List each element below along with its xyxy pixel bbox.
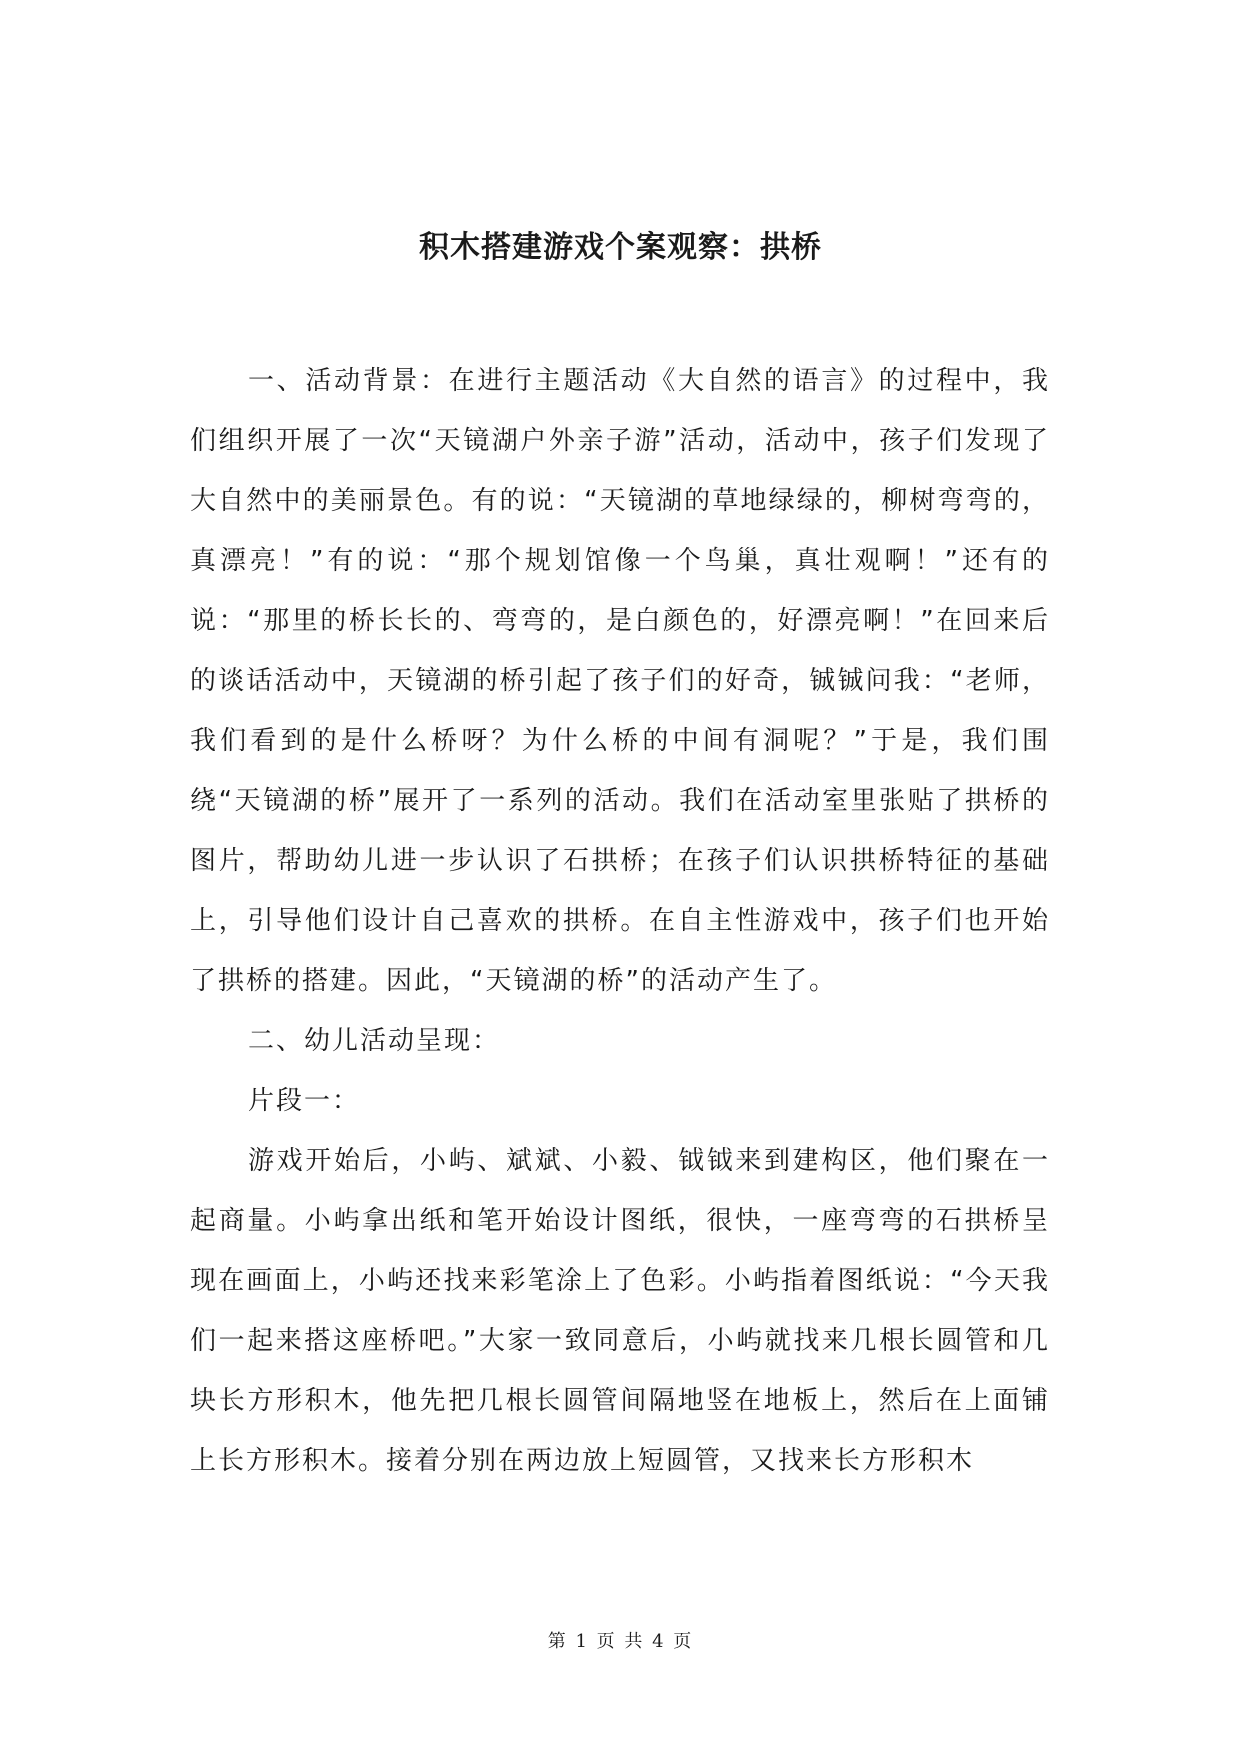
paragraph-background: 一、活动背景：在进行主题活动《大自然的语言》的过程中，我们组织开展了一次“天镜湖户外亲子游”活动，活动中，孩子们发现了大自然中的美丽景色。有的说：“天镜湖的草地绿绿的，柳树弯弯的，真漂亮！”有的说：“那个规划馆像一个鸟巢，真壮观啊！”还有的说：“那里的桥长长的、弯弯的，是白颜色的，好漂亮啊！”在回来后的谈话活动中，天镜湖的桥引起了孩子们的好奇，铖铖问我：“老师，我们看到的是什么桥呀？为什么桥的中间有洞呢？”于是，我们围绕“天镜湖的桥”展开了一系列的活动。我们在活动室里张贴了拱桥的图片，帮助幼儿进一步认识了石拱桥；在孩子们认识拱桥特征的基础上，引导他们设计自己喜欢的拱桥。在自主性游戏中，孩子们也开始了拱桥的搭建。因此，“天镜湖的桥”的活动产生了。 [190,366,1050,996]
paragraph-fragment-one: 游戏开始后，小屿、斌斌、小毅、钺钺来到建构区，他们聚在一起商量。小屿拿出纸和笔开始设计图纸，很快，一座弯弯的石拱桥呈现在画面上，小屿还找来彩笔涂上了色彩。小屿指着图纸说：“今天我们一起来搭这座桥吧。”大家一致同意后，小屿就找来几根长圆管和几块长方形积木，他先把几根长圆管间隔地竖在地板上，然后在上面铺上长方形积木。接着分别在两边放上短圆管，又找来长方形积木 [190,1146,1050,1476]
paragraph-section-heading: 二、幼儿活动呈现： [248,1026,501,1056]
paragraph-fragment-label: 片段一： [248,1086,361,1116]
page-footer: 第 1 页 共 4 页 [547,1631,694,1652]
document-body [190,351,1050,1491]
document-title: 积木搭建游戏个案观察：拱桥 [419,230,822,265]
